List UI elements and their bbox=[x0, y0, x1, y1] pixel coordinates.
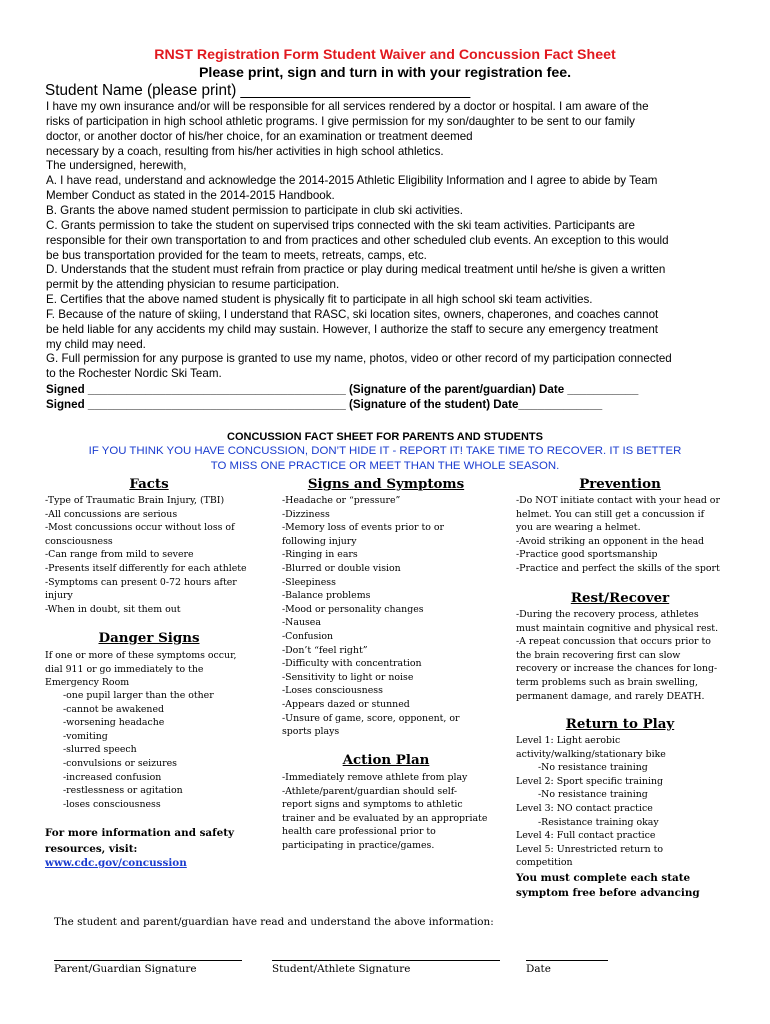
return-to-play-heading: Return to Play bbox=[565, 716, 675, 732]
danger-sign-item: -vomiting bbox=[63, 730, 108, 742]
waiver-line: F. Because of the nature of skiing, I understand that RASC, ski location sites, owners, chaperones, and coaches cannot bbox=[46, 307, 659, 321]
prevention-item: helmet. You can still get a concussion if bbox=[516, 508, 705, 520]
danger-sign-item: -worsening headache bbox=[63, 717, 165, 729]
return-to-play-list bbox=[516, 734, 666, 870]
facts-item: consciousness bbox=[45, 535, 113, 547]
symptom-item: -Ringing in ears bbox=[282, 549, 358, 561]
rest-recover-item: -A repeat concussion that occurs prior to bbox=[516, 636, 711, 648]
waiver-line: responsible for their own transportation to and from practices and other scheduled club events. An exception to this would bbox=[46, 233, 669, 247]
concussion-warning-line-2: TO MISS ONE PRACTICE OR MEET THAN THE WHOLE SEASON. bbox=[210, 460, 560, 472]
action-plan-heading: Action Plan bbox=[342, 752, 430, 768]
waiver-line: A. I have read, understand and acknowledge the 2014-2015 Athletic Eligibility Information and I agree to abide by Team bbox=[46, 174, 658, 188]
prevention-item: -Practice good sportsmanship bbox=[516, 549, 658, 561]
facts-item: -Most concussions occur without loss of bbox=[45, 522, 235, 534]
form-title: RNST Registration Form Student Waiver and Concussion Fact Sheet bbox=[154, 47, 616, 63]
return-to-play-line: Level 2: Sport specific training bbox=[516, 775, 664, 787]
waiver-line: risks of participation in high school athletic programs. I give permission for my son/daughter to be sent to our family bbox=[46, 114, 635, 128]
student-signature-label: Student/Athlete Signature bbox=[272, 963, 411, 975]
symptom-item: -Unsure of game, score, opponent, or bbox=[282, 712, 460, 724]
signs-symptoms-heading: Signs and Symptoms bbox=[307, 476, 465, 492]
concussion-heading: CONCUSSION FACT SHEET FOR PARENTS AND STUDENTS bbox=[227, 431, 543, 443]
waiver-line: be held liable for any accidents my child may sustain. However, I authorize the staff to secure any emergency treatment bbox=[46, 322, 658, 336]
danger-sign-item: -restlessness or agitation bbox=[63, 785, 183, 797]
facts-item: -Can range from mild to severe bbox=[45, 549, 194, 561]
waiver-line: D. Understands that the student must refrain from practice or play during medical treatment until he/she is given a written bbox=[46, 263, 666, 277]
danger-sign-item: -cannot be awakened bbox=[63, 703, 165, 715]
danger-sign-item: -loses consciousness bbox=[63, 798, 161, 810]
rest-recover-item: term problems such as brain swelling, bbox=[516, 676, 699, 688]
waiver-line: G. Full permission for any purpose is granted to use my name, photos, video or other record of my participation connected bbox=[46, 352, 672, 366]
return-to-play-line: Level 1: Light aerobic bbox=[516, 735, 621, 746]
action-plan-item: -Immediately remove athlete from play bbox=[282, 772, 468, 783]
danger-signs-heading: Danger Signs bbox=[98, 630, 200, 646]
form-subtitle: Please print, sign and turn in with your registration fee. bbox=[198, 65, 572, 81]
return-to-play-line: Level 3: NO contact practice bbox=[516, 802, 653, 814]
symptom-item: -Headache or “pressure” bbox=[282, 495, 401, 506]
waiver-line: E. Certifies that the above named student is physically fit to participate in all high school ski team activities. bbox=[46, 293, 593, 307]
symptom-item: -Balance problems bbox=[282, 590, 371, 602]
return-note-line: symptom free before advancing bbox=[516, 887, 700, 899]
symptom-item: -Dizziness bbox=[282, 508, 330, 520]
action-plan-item: report signs and symptoms to athletic bbox=[282, 799, 463, 811]
waiver-line: Member Conduct as stated in the 2014-2015 Handbook. bbox=[46, 189, 335, 203]
rest-recover-item: must maintain cognitive and physical rest. bbox=[516, 622, 719, 634]
waiver-line: The undersigned, herewith, bbox=[46, 159, 187, 173]
return-note-line: You must complete each state bbox=[516, 872, 691, 884]
student-name-field[interactable]: Student Name (please print) ___________________________ bbox=[45, 82, 471, 99]
symptom-item: -Sleepiness bbox=[282, 576, 336, 588]
more-info-line: resources, visit: bbox=[45, 842, 138, 855]
rest-recover-item: the brain recovering first can slow bbox=[516, 649, 681, 661]
danger-intro-line: Emergency Room bbox=[45, 677, 130, 689]
danger-sign-item: -convulsions or seizures bbox=[63, 757, 177, 769]
signs-symptoms-list bbox=[282, 494, 460, 739]
facts-item: -Symptoms can present 0-72 hours after bbox=[45, 576, 237, 588]
rest-recover-item: recovery or increase the chances for long- bbox=[516, 663, 718, 675]
waiver-line: B. Grants the above named student permission to participate in club ski activities. bbox=[46, 203, 463, 217]
danger-intro-line: dial 911 or go immediately to the bbox=[45, 663, 204, 675]
symptom-item: following injury bbox=[282, 535, 357, 547]
waiver-line: permit by the attending physician to resume participation. bbox=[46, 278, 340, 292]
danger-signs-intro bbox=[45, 649, 237, 690]
return-to-play-note bbox=[516, 871, 700, 901]
date-field[interactable] bbox=[526, 960, 608, 961]
facts-heading: Facts bbox=[129, 476, 169, 492]
waiver-line: necessary by a coach, resulting from his/her activities in high school athletics. bbox=[46, 144, 444, 158]
prevention-item: you are wearing a helmet. bbox=[516, 522, 641, 534]
parent-signature-line[interactable]: Signed ________________________________________ (Signature of the parent/guardian) Date ___________ bbox=[46, 383, 639, 396]
prevention-list bbox=[516, 494, 720, 576]
cdc-link[interactable]: www.cdc.gov/concussion bbox=[45, 857, 187, 869]
symptom-item: -Don’t “feel right” bbox=[282, 644, 368, 656]
prevention-item: -Avoid striking an opponent in the head bbox=[516, 535, 705, 547]
rest-recover-item: permanent damage, and rarely DEATH. bbox=[516, 690, 705, 702]
parent-signature-field[interactable] bbox=[54, 960, 242, 961]
symptom-item: -Mood or personality changes bbox=[282, 603, 424, 615]
symptom-item: -Memory loss of events prior to or bbox=[282, 522, 445, 534]
facts-item: injury bbox=[45, 590, 73, 602]
prevention-item: -Do NOT initiate contact with your head or bbox=[516, 495, 720, 506]
parent-signature-label: Parent/Guardian Signature bbox=[54, 963, 197, 975]
facts-item: -All concussions are serious bbox=[45, 508, 178, 520]
student-signature-line[interactable]: Signed ________________________________________ (Signature of the student) Date_____________ bbox=[46, 398, 603, 411]
prevention-heading: Prevention bbox=[579, 476, 661, 492]
facts-item: -When in doubt, sit them out bbox=[45, 603, 181, 615]
symptom-item: -Blurred or double vision bbox=[282, 562, 401, 574]
waiver-line: C. Grants permission to take the student on supervised trips connected with the ski team activities. Participants are bbox=[46, 218, 635, 232]
danger-signs-list bbox=[45, 689, 214, 811]
return-to-play-line: -Resistance training okay bbox=[538, 816, 659, 828]
return-to-play-line: -No resistance training bbox=[538, 789, 648, 801]
return-to-play-line: competition bbox=[516, 857, 573, 869]
rest-recover-heading: Rest/Recover bbox=[570, 590, 670, 606]
symptom-item: -Loses consciousness bbox=[282, 685, 383, 697]
facts-item: -Presents itself differently for each athlete bbox=[45, 562, 247, 574]
waiver-line: I have my own insurance and/or will be responsible for all services rendered by a doctor or hospital. I am aware of the bbox=[46, 100, 649, 113]
rest-recover-list bbox=[516, 608, 718, 703]
action-plan-list bbox=[282, 771, 487, 853]
return-to-play-line: -No resistance training bbox=[538, 762, 648, 774]
prevention-item: -Practice and perfect the skills of the sport bbox=[516, 562, 720, 574]
facts-list bbox=[45, 494, 247, 616]
action-plan-item: health care professional prior to bbox=[282, 826, 436, 838]
waiver-line: my child may need. bbox=[46, 337, 146, 351]
action-plan-item: trainer and be evaluated by an appropriate bbox=[282, 812, 488, 824]
acknowledgement-statement: The student and parent/guardian have read and understand the above information: bbox=[54, 916, 494, 928]
symptom-item: -Nausea bbox=[282, 617, 321, 629]
waiver-line: doctor, or another doctor of his/her choice, for an examination or treatment deemed bbox=[46, 129, 473, 143]
action-plan-item: participating in practice/games. bbox=[282, 839, 435, 851]
symptom-item: -Confusion bbox=[282, 630, 334, 642]
waiver-line: be bus transportation provided for the team to meets, retreats, camps, etc. bbox=[46, 248, 427, 262]
symptom-item: -Sensitivity to light or noise bbox=[282, 671, 414, 683]
facts-item: -Type of Traumatic Brain Injury, (TBI) bbox=[45, 495, 225, 506]
return-to-play-line: Level 4: Full contact practice bbox=[516, 830, 656, 842]
symptom-item: -Difficulty with concentration bbox=[282, 658, 422, 670]
concussion-warning-line-1: IF YOU THINK YOU HAVE CONCUSSION, DON’T HIDE IT - REPORT IT! TAKE TIME TO RECOVER. IT IS BETTER bbox=[88, 445, 682, 457]
more-info-text bbox=[45, 826, 234, 857]
date-label: Date bbox=[526, 963, 551, 975]
return-to-play-line: Level 5: Unrestricted return to bbox=[516, 843, 664, 855]
action-plan-item: -Athlete/parent/guardian should self- bbox=[282, 785, 458, 797]
more-info-line: For more information and safety bbox=[45, 827, 235, 839]
symptom-item: -Appears dazed or stunned bbox=[282, 698, 410, 710]
danger-intro-line: If one or more of these symptoms occur, bbox=[45, 650, 237, 661]
danger-sign-item: -one pupil larger than the other bbox=[63, 690, 214, 701]
return-to-play-line: activity/walking/stationary bike bbox=[516, 748, 666, 760]
symptom-item: sports plays bbox=[282, 726, 340, 738]
danger-sign-item: -increased confusion bbox=[63, 771, 162, 783]
rest-recover-item: -During the recovery process, athletes bbox=[516, 609, 699, 620]
student-signature-field[interactable] bbox=[272, 960, 500, 961]
waiver-line: to the Rochester Nordic Ski Team. bbox=[46, 367, 222, 381]
danger-sign-item: -slurred speech bbox=[63, 744, 137, 756]
